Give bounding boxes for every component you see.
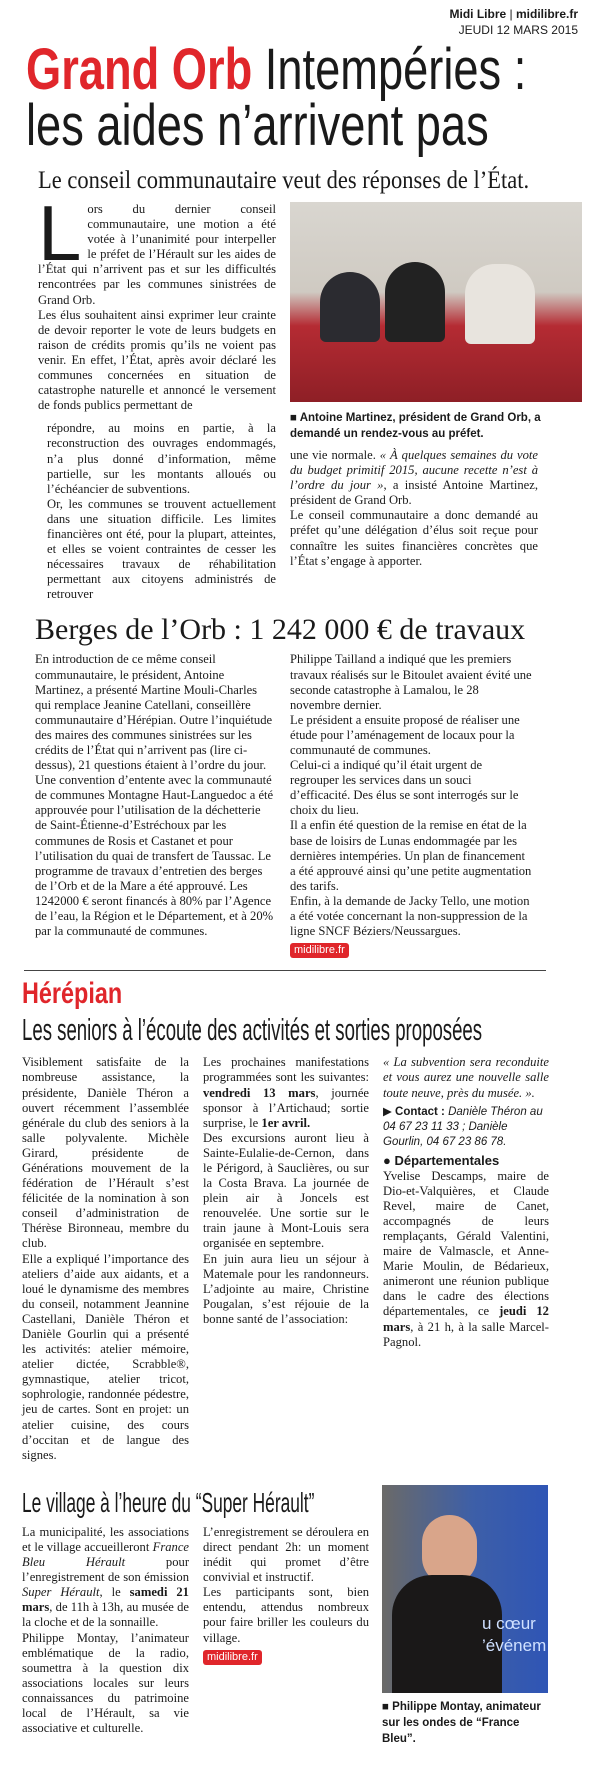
article3: [22, 1055, 600, 1463]
paragraph: En introduction de ce même conseil communautaire, le président, Antoine Martinez, a présenté Martine Mouli-Charles qui remplace Jeanine Catellani, conseillère communautaire d’Hérépian. Outre l’inquiétude des maires des communes sinistrées sur les crédits de l’État qui n’arrivent pas (lire ci-dessus), 21 questions étaient à l’ordre du jour. Une convention d’entente avec la communauté de communes Montagne Haut-Languedoc a été approuvée pour l’utilisation de la déchetterie de Saint-Étienne-d’Estréchoux par les communes de Rosis et Castanet et pour l’utilisation du quai de transfert de Taussac. Le programme de travaux d’entretien des berges de l’Orb et de la Mare a été approuvé. Les 1242000 € seront financés à 80% par l’Agence de l’eau, la Région et le Département, et à 20% par la communauté de communes.: [35, 652, 274, 939]
date: 1er avril.: [261, 1115, 311, 1130]
banner-line: u cœur: [482, 1613, 536, 1633]
article4: [22, 1485, 600, 1747]
article1: [38, 189, 600, 602]
town-label: Hérépian: [22, 977, 123, 1011]
paragraph: Enfin, à la demande de Jacky Tello, une motion a été votée concernant la non-suppression de la ligne SNCF Béziers/Neussargues.: [290, 893, 530, 939]
banner-line: ’événem: [482, 1635, 547, 1655]
date: vendredi 13 mars: [203, 1085, 316, 1100]
date: samedi 21 mars: [22, 1585, 189, 1615]
paragraph: Philippe Tailland a indiqué que les premiers travaux réalisés sur le Bitoulet avaient évité une seconde catastrophe à Lamalou, le 28 novembre dernier.: [290, 652, 532, 712]
text: une vie normale.: [290, 448, 380, 462]
text: Les prochaines manifestations programmées sont les suivantes:: [203, 1055, 369, 1085]
montay-photo: [382, 1485, 548, 1693]
paragraph: Celui-ci a indiqué qu’il était urgent de regrouper les services dans un souci d’efficacité. Des élus se sont interrogés sur le choix du lieu.: [290, 758, 519, 818]
sub-heading: Départementales: [394, 1152, 500, 1168]
section-divider: [24, 970, 546, 971]
midilibre-badge[interactable]: midilibre.fr: [203, 1650, 262, 1665]
article4-photo-block: [382, 1485, 548, 1747]
paragraph: Il a enfin été question de la remise en état de la base de loisirs de Lunas endommagée par les dernières intempéries. Un plan de financement a été approuvé ainsi qu’une petite augmentation des tarifs.: [290, 818, 532, 893]
paragraph: L’enregistrement se déroulera en direct pendant 2h: un moment inédit qui promet d’être convivial et instructif.: [203, 1524, 369, 1585]
paragraph: ors du dernier conseil communautaire, une motion a été votée à l’unanimité pour interpeller le préfet de l’Hérault sur les aides de l’État qui n’arrivent pas et sur les difficultés rencontrées par les communes sinistrées de Grand Orb.: [38, 202, 276, 307]
text: , le: [99, 1585, 130, 1600]
radio-name: France Bleu Hérault: [22, 1539, 189, 1570]
dropcap: L: [38, 189, 82, 277]
council-photo: [290, 202, 582, 402]
article1-col1: [38, 189, 276, 602]
paragraph: Des excursions auront lieu à Sainte-Eulalie-de-Cernon, dans le Périgord, à Sauclières, ou sur la Costa Brava. La journée de plein air à Joncels est renouvelée. Une sortie sur le train jaune à Mont-Louis sera organisée en septembre.: [203, 1130, 369, 1251]
text: , de 11h à 13h, au musée de la cloche et de la sonnaille.: [22, 1600, 189, 1630]
paragraph: Le conseil communautaire a donc demandé au préfet qu’une délégation d’élus soit reçue pour connaître les suites financières concrètes que l’État s’engage à apporter.: [290, 508, 538, 568]
text: La municipalité, les associations et le village accueilleront: [22, 1524, 189, 1554]
quote: « La subvention sera reconduite et vous aurez une nouvelle salle toute neuve, près du musée. ».: [383, 1055, 549, 1100]
headline: [26, 37, 527, 160]
article4-main: [22, 1485, 369, 1736]
midilibre-badge[interactable]: midilibre.fr: [290, 943, 349, 958]
caption-text: Philippe Montay, animateur sur les ondes de “France Bleu”.: [382, 1700, 541, 1745]
article4-columns: [22, 1525, 369, 1736]
text: , a insisté Antoine Martinez, président de Grand Orb.: [290, 478, 538, 508]
contact-text: Danièle Théron au 04 67 23 11 33 ; Danièle Gourlin, 04 67 23 86 78.: [383, 1105, 543, 1148]
article3-title: Les seniors à l’écoute des activités et sorties proposées: [22, 1012, 483, 1048]
article2-col2: [290, 652, 532, 958]
photo-caption: ■ Philippe Montay, animateur sur les ondes de “France Bleu”.: [382, 1700, 541, 1745]
date: jeudi 12 mars: [383, 1304, 549, 1334]
text: pour l’enregistrement de son émission: [22, 1555, 190, 1585]
article4-col2: [203, 1525, 369, 1665]
text: Yvelise Descamps, maire de Dio-et-Valquières, et Claude Revel, maire de Canet, accompagnés de leurs remplaçants, Gérald Valentini, maire de Valmascle, et Anne-Marie Moulin, de Bédarieux, animeront une réunion publique dans le cadre des élections départementales, ce: [383, 1168, 549, 1319]
article3-col3: [383, 1055, 549, 1349]
masthead: Midi Libre | midilibre.fr JEUDI 12 MARS 2015: [0, 0, 600, 38]
paragraph: Les participants sont, bien entendu, attendus nombreux pour faire briller les couleurs du village.: [203, 1585, 369, 1645]
caption-text: Antoine Martinez, président de Grand Orb, a demandé un rendez-vous au préfet.: [290, 412, 541, 440]
paper-name: Midi Libre: [449, 7, 507, 21]
subtitle: Le conseil communautaire veut des réponses de l’État.: [38, 167, 530, 194]
article3-col2: [203, 1055, 369, 1327]
arrow-icon: ▶: [383, 1105, 396, 1118]
paragraph: Philippe Montay, l’animateur emblématique de la radio, soumettra à la question dix associations locales sur leurs connaissances du patrimoine local de l’Hérault, sa vie associative et culturelle.: [22, 1630, 189, 1736]
bullet-icon: ●: [383, 1152, 395, 1168]
site-name: midilibre.fr: [515, 7, 578, 21]
article2-col1: [35, 652, 275, 939]
article1-col2-text: [290, 448, 538, 569]
article2-title: Berges de l’Orb : 1 242 000 € de travaux: [35, 613, 526, 647]
paragraph: Les élus souhaitent ainsi exprimer leur crainte de devoir reporter le vote de leurs budgets en raison de crédits promis qu’ils ne voient pas venir. En effet, l’État, après avoir déclaré les communes concernées en situation de catastrophe naturelle et annoncé le versement de fonds publics permettant de: [38, 307, 276, 413]
headline-line2: les aides n’arrivent pas: [26, 93, 489, 158]
text: , journée sponsor à l’Artichaud; sortie surprise, le: [203, 1085, 369, 1130]
article3-col1: [22, 1055, 189, 1463]
paragraph: En juin aura lieu un séjour à Matemale pour les randonneurs. L’adjointe au maire, Christine Pougalan, s’est réjouie de la bonne santé de l’association:: [203, 1251, 369, 1326]
article4-col1: [22, 1525, 189, 1736]
issue-date: JEUDI 12 MARS 2015: [458, 23, 578, 37]
paragraph: Elle a expliqué l’importance des ateliers d’aide aux aidants, et a loué le dynamisme des membres du conseil, notamment Jeannine Castellani, Danièle Théron et Danièle Gourlin qui a présenté les activités: atelier mémoire, atelier dictée, Scrabble®, gymnastique, atelier tricot, sophrologie, randonnée pédestre, jeu de cartes. Sont en projet: un atelier cuisine, des cours d’occitan et de langue des signes.: [22, 1251, 189, 1462]
paragraph: répondre, au moins en partie, à la reconstruction des ouvrages endommagés, n’a plus donné d’information, même partielle, sur les montants alloués ou l’échéancier de subventions.: [47, 421, 276, 496]
headline-line1: Intempéries :: [264, 37, 527, 102]
text: , à 21 h, à la salle Marcel-Pagnol.: [383, 1319, 549, 1349]
show-name: Super Hérault: [22, 1585, 100, 1600]
quote: « À quelques semaines du vote du budget primitif 2015, aucune recette n’est à l’ordre du jour »: [290, 448, 538, 493]
article4-title: Le village à l’heure du “Super Hérault”: [22, 1486, 315, 1518]
paragraph: Or, les communes se trouvent actuellement dans une situation difficile. Les limites financières ont été, pour la plupart, atteintes, et elles se voient contraintes de cesser les nécessaires travaux de réhabilitation permettant aux citoyens administrés de retrouver: [47, 496, 276, 602]
kicker: Grand Orb: [26, 37, 253, 102]
paragraph: Le président a ensuite proposé de réaliser une étude pour l’aménagement de locaux pour la communauté de communes.: [290, 712, 520, 757]
paragraph: Visiblement satisfaite de la nombreuse assistance, la présidente, Danièle Théron a ouvert récemment l’assemblée générale du club des seniors à la salle polyvalente. Michèle Girard, présidente de Générations mouvement de la fédération de l’Hérault s’est félicitée de la nomination à son conseil d’administration de Thérèse Bironneau, membre du club.: [22, 1055, 189, 1251]
article2: [35, 652, 600, 958]
contact-label: Contact :: [395, 1105, 445, 1118]
article1-col2: [290, 202, 582, 569]
photo-caption: ■ Antoine Martinez, président de Grand Orb, a demandé un rendez-vous au préfet.: [290, 412, 541, 440]
